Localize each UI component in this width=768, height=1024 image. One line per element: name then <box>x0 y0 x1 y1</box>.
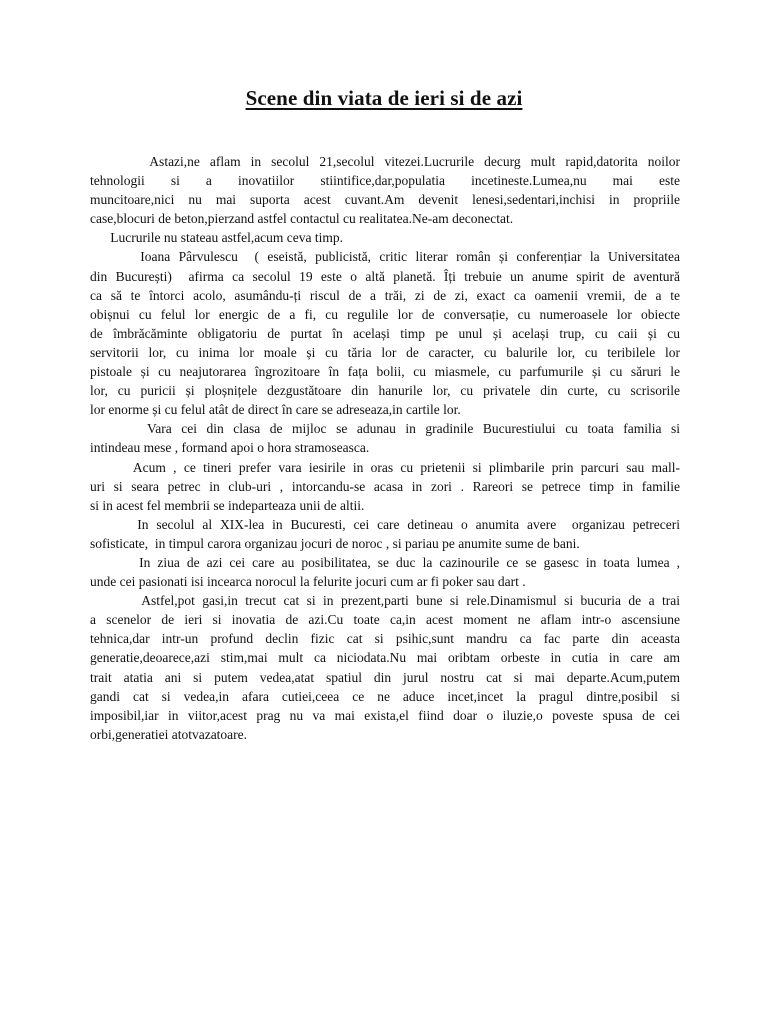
text-line: Astazi,ne aflam in secolul 21,secolul vitezei.Lucrurile decurg mult rapid,datorita noilor <box>90 154 680 169</box>
text-line: pistoale și cu neajutorarea îngrozitoare în fața bolii, cu miasmele, cu parfumurile și cu săruri le <box>90 364 680 380</box>
text-line: Astfel,pot gasi,in trecut cat si in prezent,parti bune si rele.Dinamismul si bucuria de a trai <box>90 593 680 609</box>
text-line: a scenelor de ieri si inovatia de azi.Cu toate ca,in acest moment ne aflam intr-o ascensiune <box>90 612 680 628</box>
text-line: imposibil,iar in viitor,acest prag nu va mai exista,el fiind doar o iluzie,o poveste spusa de cei <box>90 707 680 723</box>
text-line: Vara cei din clasa de mijloc se adunau in gradinile Bucurestiului cu toata familia si <box>90 421 680 437</box>
text-line: ca să te întorci acolo, asumându-ți riscul de a trăi, zi de zi, exact ca oamenii vremii, de a te <box>90 287 680 303</box>
text-line: tehnica,dar intr-un profund declin fizic cat si psihic,sunt mandru ca fac parte din aceasta <box>90 631 680 647</box>
text-line: uri si seara petrec in club-uri , intorcandu-se acasa in zori . Rareori se petrece timp in familie <box>90 478 680 494</box>
text-line: lor enorme și cu felul atât de direct în care se adreseaza,in cartile lor. <box>90 402 461 418</box>
text-line: din București) afirma ca secolul 19 este o altă planetă. Îți trebuie un anume spirit de aventură <box>90 268 680 284</box>
text-line: lor, cu puricii și ploșnițele dezgustătoare din hanurile lor, cu privatele din curte, cu scrisorile <box>90 383 680 399</box>
text-line: case,blocuri de beton,pierzand astfel contactul cu realitatea.Ne-am deconectat. <box>90 211 514 227</box>
text-line: obișnui cu felul lor energic de a fi, cu regulile lor de conversație, cu numeroasele lor obiecte <box>90 306 680 322</box>
text-line: tehnologii si a inovatiilor stiintifice,dar,populatia incetineste.Lumea,nu mai este <box>90 173 680 189</box>
text-line: unde cei pasionati isi incearca norocul la felurite jocuri cum ar fi poker sau dart . <box>90 574 526 590</box>
document-title: Scene din viata de ieri si de azi <box>245 86 523 110</box>
text-line: generatie,deoarece,azi stim,mai mult ca niciodata.Nu mai oribtam orbeste in cutia in care am <box>90 650 680 666</box>
text-line: sofisticate, in timpul carora organizau jocuri de noroc , si pariau pe anumite sume de bani. <box>90 535 580 551</box>
text-line: Acum , ce tineri prefer vara iesirile in oras cu prietenii si plimbarile prin parcuri sau mall- <box>90 459 680 475</box>
text-line: In ziua de azi cei care au posibilitatea, se duc la cazinourile ce se gasesc in toata lumea , <box>90 554 680 570</box>
text-line: Ioana Pârvulescu ( eseistă, publicistă, critic literar român și conferențiar la Universitatea <box>90 249 680 265</box>
text-line: Lucrurile nu stateau astfel,acum ceva timp. <box>90 230 344 246</box>
text-line: orbi,generatiei atotvazatoare. <box>90 726 248 742</box>
text-line: intindeau mese , formand apoi o hora stramoseasca. <box>90 440 370 456</box>
text-line: trait atatia ani si putem vedea,atat spatiul din jurul nostru cat si mai departe.Acum,putem <box>90 669 680 685</box>
text-line: In secolul al XIX-lea in Bucuresti, cei care detineau o anumita avere organizau petreceri <box>90 516 680 532</box>
text-line: si in acest fel membrii se indeparteaza unii de altii. <box>90 497 365 513</box>
document-body <box>90 152 680 744</box>
text-line: gandi cat si vedea,in afara cutiei,ceea ce ne aduce incet,incet la pragul dintre,posibil si <box>90 688 680 704</box>
text-line: servitorii lor, cu inima lor moale și cu tăria lor de caracter, cu balurile lor, cu teribilele lor <box>90 344 680 360</box>
text-line: muncitoare,nici nu mai suporta acest cuvant.Am devenit lenesi,sedentari,inchisi in propriile <box>90 192 680 208</box>
text-line: de îmbrăcăminte obligatoriu de purtat în același timp pe unul și același trup, cu caii și cu <box>90 325 680 341</box>
